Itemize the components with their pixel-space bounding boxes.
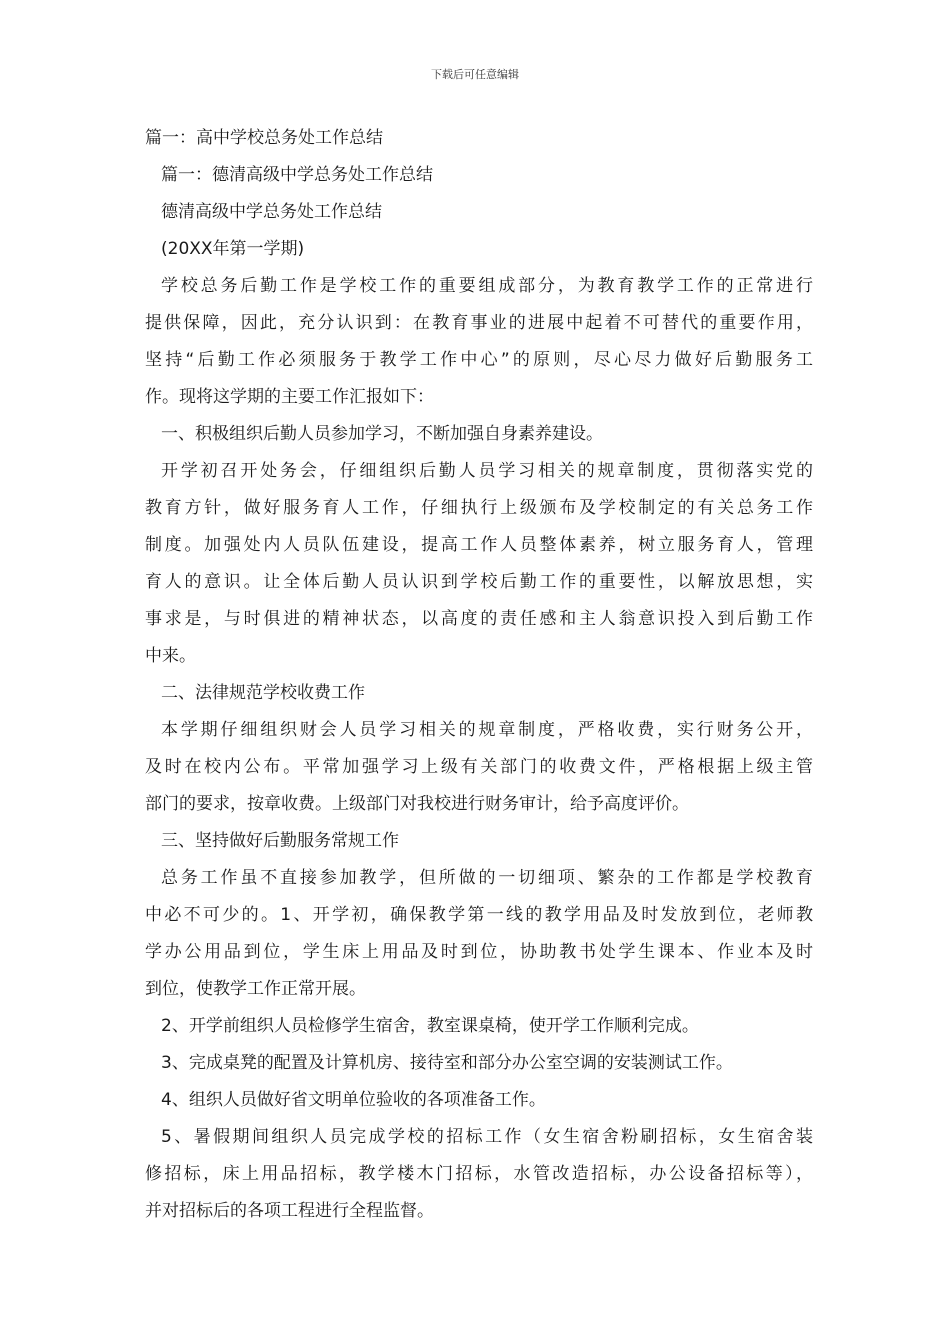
text-line: 制度。加强处内人员队伍建设，提高工作人员整体素养，树立服务育人，管理: [145, 535, 813, 555]
document-body: [145, 120, 813, 1230]
heading-2: 二、法律规范学校收费工作: [161, 683, 365, 703]
text-line: 提供保障，因此，充分认识到：在教育事业的进展中起着不可替代的重要作用，: [145, 313, 813, 333]
list-item: 3、完成桌凳的配置及计算机房、接待室和部分办公室空调的安装测试工作。: [161, 1053, 733, 1073]
text-line: 及时在校内公布。平常加强学习上级有关部门的收费文件，严格根据上级主管: [145, 757, 813, 777]
text-line: 学校总务后勤工作是学校工作的重要组成部分，为教育教学工作的正常进行: [161, 276, 813, 296]
doc-title: 篇一：高中学校总务处工作总结: [145, 128, 383, 148]
text-line: 学办公用品到位，学生床上用品及时到位，协助教书处学生课本、作业本及时: [145, 942, 813, 962]
text-line: 开学初召开处务会，仔细组织后勤人员学习相关的规章制度，贯彻落实党的: [161, 461, 813, 481]
text-line: 中必不可少的。1、开学初，确保教学第一线的教学用品及时发放到位，老师教: [145, 905, 813, 925]
text-line: 到位，使教学工作正常开展。: [145, 979, 366, 999]
list-item: 4、组织人员做好省文明单位验收的各项准备工作。: [161, 1090, 546, 1110]
page-header: 下载后可任意编辑: [431, 68, 519, 81]
text-line: 修招标，床上用品招标，教学楼木门招标，水管改造招标，办公设备招标等），: [145, 1164, 813, 1184]
text-line: 育人的意识。让全体后勤人员认识到学校后勤工作的重要性，以解放思想，实: [145, 572, 813, 592]
heading-1: 一、积极组织后勤人员参加学习，不断加强自身素养建设。: [161, 424, 603, 444]
heading-3: 三、坚持做好后勤服务常规工作: [161, 831, 399, 851]
text-line: 部门的要求，按章收费。上级部门对我校进行财务审计，给予高度评价。: [145, 794, 689, 814]
term-label: (20XX年第一学期): [161, 239, 305, 259]
section-title: 篇一：德清高级中学总务处工作总结: [161, 165, 433, 185]
text-line: 总务工作虽不直接参加教学，但所做的一切细项、繁杂的工作都是学校教育: [161, 868, 813, 888]
text-line: 事求是，与时俱进的精神状态，以高度的责任感和主人翁意识投入到后勤工作: [145, 609, 813, 629]
text-line: 本学期仔细组织财会人员学习相关的规章制度，严格收费，实行财务公开，: [161, 720, 813, 740]
doc-subtitle: 德清高级中学总务处工作总结: [161, 202, 382, 222]
text-line: 坚持“后勤工作必须服务于教学工作中心”的原则，尽心尽力做好后勤服务工: [145, 350, 813, 370]
text-line: 教育方针，做好服务育人工作，仔细执行上级颁布及学校制定的有关总务工作: [145, 498, 813, 518]
list-item: 5、暑假期间组织人员完成学校的招标工作（女生宿舍粉刷招标，女生宿舍装: [161, 1127, 813, 1147]
list-item: 2、开学前组织人员检修学生宿舍，教室课桌椅，使开学工作顺利完成。: [161, 1016, 699, 1036]
text-line: 并对招标后的各项工程进行全程监督。: [145, 1201, 434, 1221]
text-line: 中来。: [145, 646, 196, 666]
text-line: 作。现将这学期的主要工作汇报如下：: [145, 387, 434, 407]
